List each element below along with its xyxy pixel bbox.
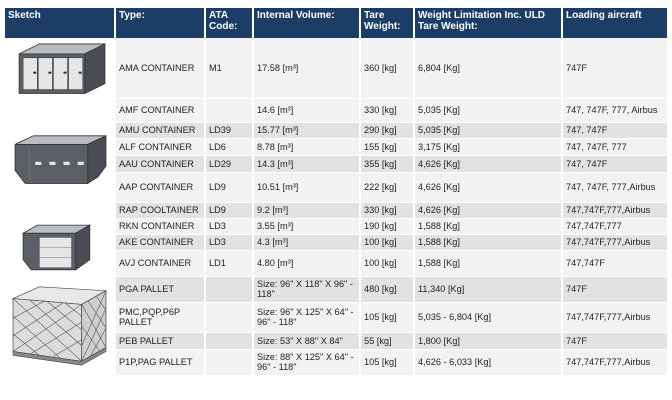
cell-type: ALF CONTAINER xyxy=(115,138,205,155)
cell-weight: 1,588 [Kg] xyxy=(414,234,562,250)
cell-volume: Size: 96" X 118" X 96" - 118" xyxy=(253,276,360,302)
cell-aircraft: 747,747F,777,Airbus xyxy=(562,302,667,332)
cell-tare: 480 [kg] xyxy=(360,276,414,302)
cell-ata: LD3 xyxy=(205,234,253,250)
cell-aircraft: 747,747F,777,Airbus xyxy=(562,234,667,250)
cell-weight: 5,035 [Kg] xyxy=(414,122,562,138)
cell-type: PGA PALLET xyxy=(115,276,205,302)
header-ata-code: ATA Code: xyxy=(205,8,253,38)
contoured-container-sketch-icon xyxy=(9,99,110,218)
cell-volume: 10.51 [m³] xyxy=(253,172,360,202)
sketch-cell xyxy=(5,218,115,276)
cell-weight: 4,626 [Kg] xyxy=(414,155,562,172)
cell-tare: 190 [kg] xyxy=(360,218,414,234)
table-row xyxy=(5,98,667,122)
table-row xyxy=(5,276,667,302)
cell-tare: 155 [kg] xyxy=(360,138,414,155)
cell-volume: Size: 53" X 88" X 84" xyxy=(253,332,360,349)
cell-volume: 14.6 [m³] xyxy=(253,98,360,122)
table-row xyxy=(5,38,667,98)
cell-type: RAP COOLTAINER xyxy=(115,202,205,218)
cell-ata: M1 xyxy=(205,38,253,98)
cell-tare: 330 [kg] xyxy=(360,202,414,218)
cell-ata: LD6 xyxy=(205,138,253,155)
cell-tare: 105 [kg] xyxy=(360,302,414,332)
cell-weight: 6,804 [Kg] xyxy=(414,38,562,98)
cell-weight: 11,340 [Kg] xyxy=(414,276,562,302)
cell-ata: LD3 xyxy=(205,218,253,234)
cell-aircraft: 747F xyxy=(562,276,667,302)
large-container-sketch-icon xyxy=(9,38,110,98)
cell-aircraft: 747, 747F xyxy=(562,122,667,138)
cell-type: AMF CONTAINER xyxy=(115,98,205,122)
cell-weight: 1,800 [Kg] xyxy=(414,332,562,349)
header-loading-aircraft: Loading aircraft xyxy=(562,8,667,38)
cell-type: RKN CONTAINER xyxy=(115,218,205,234)
cell-aircraft: 747, 747F, 777,Airbus xyxy=(562,172,667,202)
cell-type: AMU CONTAINER xyxy=(115,122,205,138)
cell-type: PEB PALLET xyxy=(115,332,205,349)
cell-type: AVJ CONTAINER xyxy=(115,250,205,276)
cell-volume: 17.58 [m³] xyxy=(253,38,360,98)
netted-pallet-sketch-icon xyxy=(9,277,110,375)
header-type: Type: xyxy=(115,8,205,38)
cell-aircraft: 747F xyxy=(562,38,667,98)
header-sketch: Sketch xyxy=(5,8,115,38)
cell-tare: 100 [kg] xyxy=(360,234,414,250)
cell-ata xyxy=(205,98,253,122)
uld-table xyxy=(5,8,667,376)
cell-ata: LD1 xyxy=(205,250,253,276)
header-row xyxy=(5,8,667,38)
cell-ata xyxy=(205,276,253,302)
cell-type: PMC,PQP,P6P PALLET xyxy=(115,302,205,332)
cell-type: P1P,PAG PALLET xyxy=(115,349,205,375)
cell-volume: 9.2 [m³] xyxy=(253,202,360,218)
header-tare-weight: Tare Weight: xyxy=(360,8,414,38)
cell-volume: 8.78 [m³] xyxy=(253,138,360,155)
small-container-sketch-icon xyxy=(9,219,110,276)
cell-type: AMA CONTAINER xyxy=(115,38,205,98)
cell-weight: 4,626 [Kg] xyxy=(414,172,562,202)
cell-tare: 360 [kg] xyxy=(360,38,414,98)
cell-weight: 3,175 [Kg] xyxy=(414,138,562,155)
cell-volume: Size: 88" X 125" X 64" - 96" - 118" xyxy=(253,349,360,375)
cell-aircraft: 747F xyxy=(562,332,667,349)
cell-ata: LD39 xyxy=(205,122,253,138)
cell-ata: LD9 xyxy=(205,172,253,202)
cell-ata xyxy=(205,302,253,332)
cell-volume: 4.80 [m³] xyxy=(253,250,360,276)
sketch-cell xyxy=(5,98,115,218)
cell-weight: 5,035 - 6,804 [Kg] xyxy=(414,302,562,332)
header-weight-limitation: Weight Limitation Inc. ULD Tare Weight: xyxy=(414,8,562,38)
cell-tare: 290 [kg] xyxy=(360,122,414,138)
sketch-cell xyxy=(5,38,115,98)
cell-weight: 5,035 [Kg] xyxy=(414,98,562,122)
cell-aircraft: 747,747F,777,Airbus xyxy=(562,202,667,218)
sketch-cell xyxy=(5,276,115,375)
cell-tare: 55 [kg] xyxy=(360,332,414,349)
cell-aircraft: 747,747F,777 xyxy=(562,218,667,234)
cell-type: AKE CONTAINER xyxy=(115,234,205,250)
cell-ata: LD9 xyxy=(205,202,253,218)
table-row xyxy=(5,218,667,234)
cell-volume: 14.3 [m³] xyxy=(253,155,360,172)
cell-ata: LD29 xyxy=(205,155,253,172)
cell-weight: 1,588 [Kg] xyxy=(414,250,562,276)
cell-volume: 15.77 [m³] xyxy=(253,122,360,138)
cell-weight: 4,626 - 6,033 [Kg] xyxy=(414,349,562,375)
cell-aircraft: 747, 747F xyxy=(562,155,667,172)
cell-type: AAP CONTAINER xyxy=(115,172,205,202)
cell-volume: 4.3 [m³] xyxy=(253,234,360,250)
cell-tare: 355 [kg] xyxy=(360,155,414,172)
cell-aircraft: 747,747F,777,Airbus xyxy=(562,349,667,375)
cell-volume: Size: 96" X 125" X 64" - 96" - 118" xyxy=(253,302,360,332)
cell-volume: 3.55 [m³] xyxy=(253,218,360,234)
cell-weight: 1,588 [Kg] xyxy=(414,218,562,234)
cell-aircraft: 747, 747F, 777 xyxy=(562,138,667,155)
cell-aircraft: 747, 747F, 777, Airbus xyxy=(562,98,667,122)
cell-aircraft: 747,747F xyxy=(562,250,667,276)
cell-tare: 100 [kg] xyxy=(360,250,414,276)
header-internal-volume: Internal Volume: xyxy=(253,8,360,38)
cell-ata xyxy=(205,349,253,375)
cell-type: AAU CONTAINER xyxy=(115,155,205,172)
cell-tare: 222 [kg] xyxy=(360,172,414,202)
cell-tare: 330 [kg] xyxy=(360,98,414,122)
cell-tare: 105 [kg] xyxy=(360,349,414,375)
cell-weight: 4,626 [Kg] xyxy=(414,202,562,218)
cell-ata xyxy=(205,332,253,349)
